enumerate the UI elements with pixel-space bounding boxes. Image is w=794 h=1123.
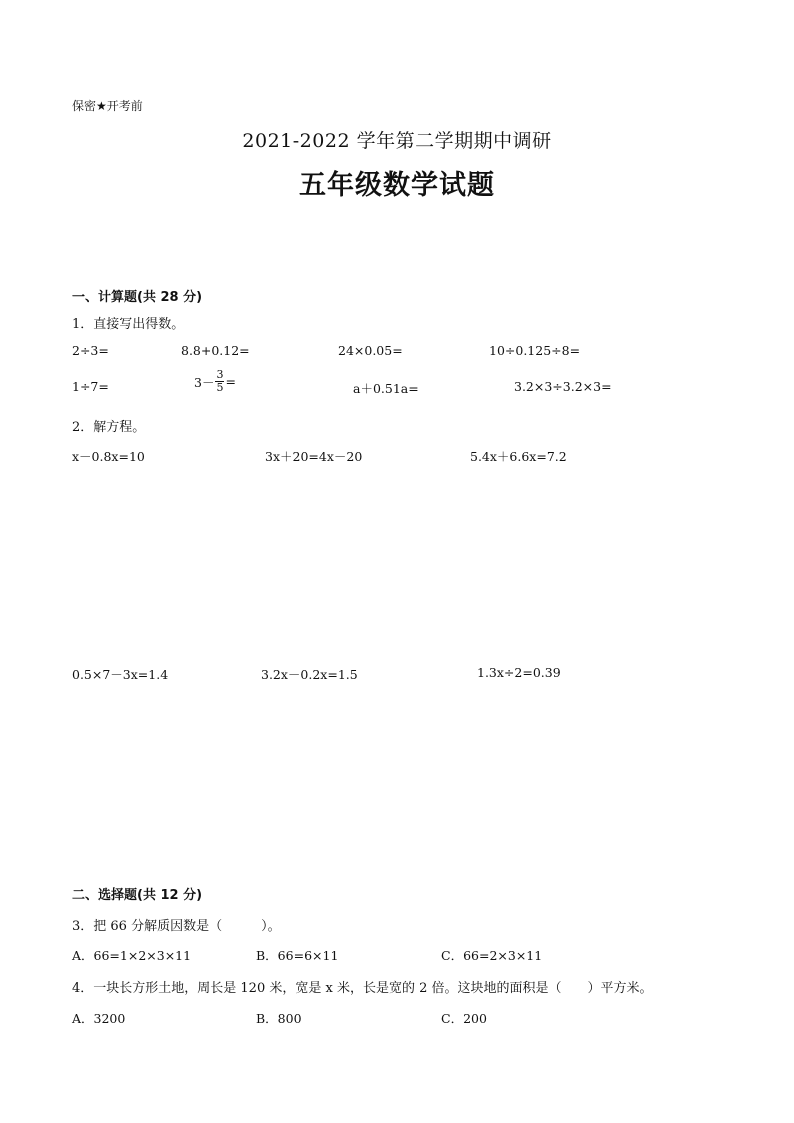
- q2-eq-5: 3.2x－0.2x=1.5: [261, 667, 358, 682]
- exam-title: 2021-2022 学年第二学期期中调研: [242, 130, 552, 152]
- section2-heading: 二、选择题(共 12 分): [72, 888, 203, 903]
- q4-prompt: 4．一块长方形土地，周长是 120 米，宽是 x 米，长是宽的 2 倍。这块地的面积是（ ）平方米。: [72, 981, 653, 996]
- q1-item-3: 24×0.05=: [338, 343, 403, 358]
- q2-eq-1: x－0.8x=10: [72, 449, 145, 464]
- q1-item-4: 10÷0.125÷8=: [489, 343, 581, 358]
- confidential-label: 保密★开考前: [72, 99, 143, 113]
- q3-option-a: A．66=1×2×3×11: [72, 948, 192, 963]
- fraction-numerator: 3: [216, 368, 224, 381]
- q3-prompt: 3．把 66 分解质因数是（ ）。: [72, 919, 281, 934]
- q2-eq-4: 0.5×7－3x=1.4: [72, 667, 169, 682]
- q4-option-a: A．3200: [72, 1011, 126, 1026]
- fraction: [215, 369, 224, 394]
- q2-eq-6: 1.3x÷2=0.39: [477, 665, 561, 680]
- q1-item-2: 8.8+0.12=: [181, 343, 250, 358]
- q2-eq-2: 3x＋20=4x－20: [265, 449, 363, 464]
- q2-eq-3: 5.4x＋6.6x=7.2: [470, 449, 567, 464]
- q1-item-7: a＋0.51a=: [353, 381, 419, 396]
- q1-prompt: 1．直接写出得数。: [72, 317, 185, 332]
- fraction-denominator: 5: [216, 381, 224, 394]
- q1-item-1: 2÷3=: [72, 343, 109, 358]
- q3-option-c: C．66=2×3×11: [441, 948, 543, 963]
- q4-option-b: B．800: [256, 1011, 302, 1026]
- q2-prompt: 2．解方程。: [72, 420, 146, 435]
- q1-item-5: 1÷7=: [72, 379, 109, 394]
- q3-option-b: B．66=6×11: [256, 948, 339, 963]
- q1-item-6: [194, 369, 236, 394]
- q1-item-6-suffix: =: [225, 374, 236, 389]
- q1-item-8: 3.2×3÷3.2×3=: [514, 379, 612, 394]
- q4-option-c: C．200: [441, 1011, 487, 1026]
- section1-heading: 一、计算题(共 28 分): [72, 290, 203, 305]
- exam-subtitle: 五年级数学试题: [299, 170, 495, 201]
- q1-item-6-prefix: 3－: [194, 374, 215, 390]
